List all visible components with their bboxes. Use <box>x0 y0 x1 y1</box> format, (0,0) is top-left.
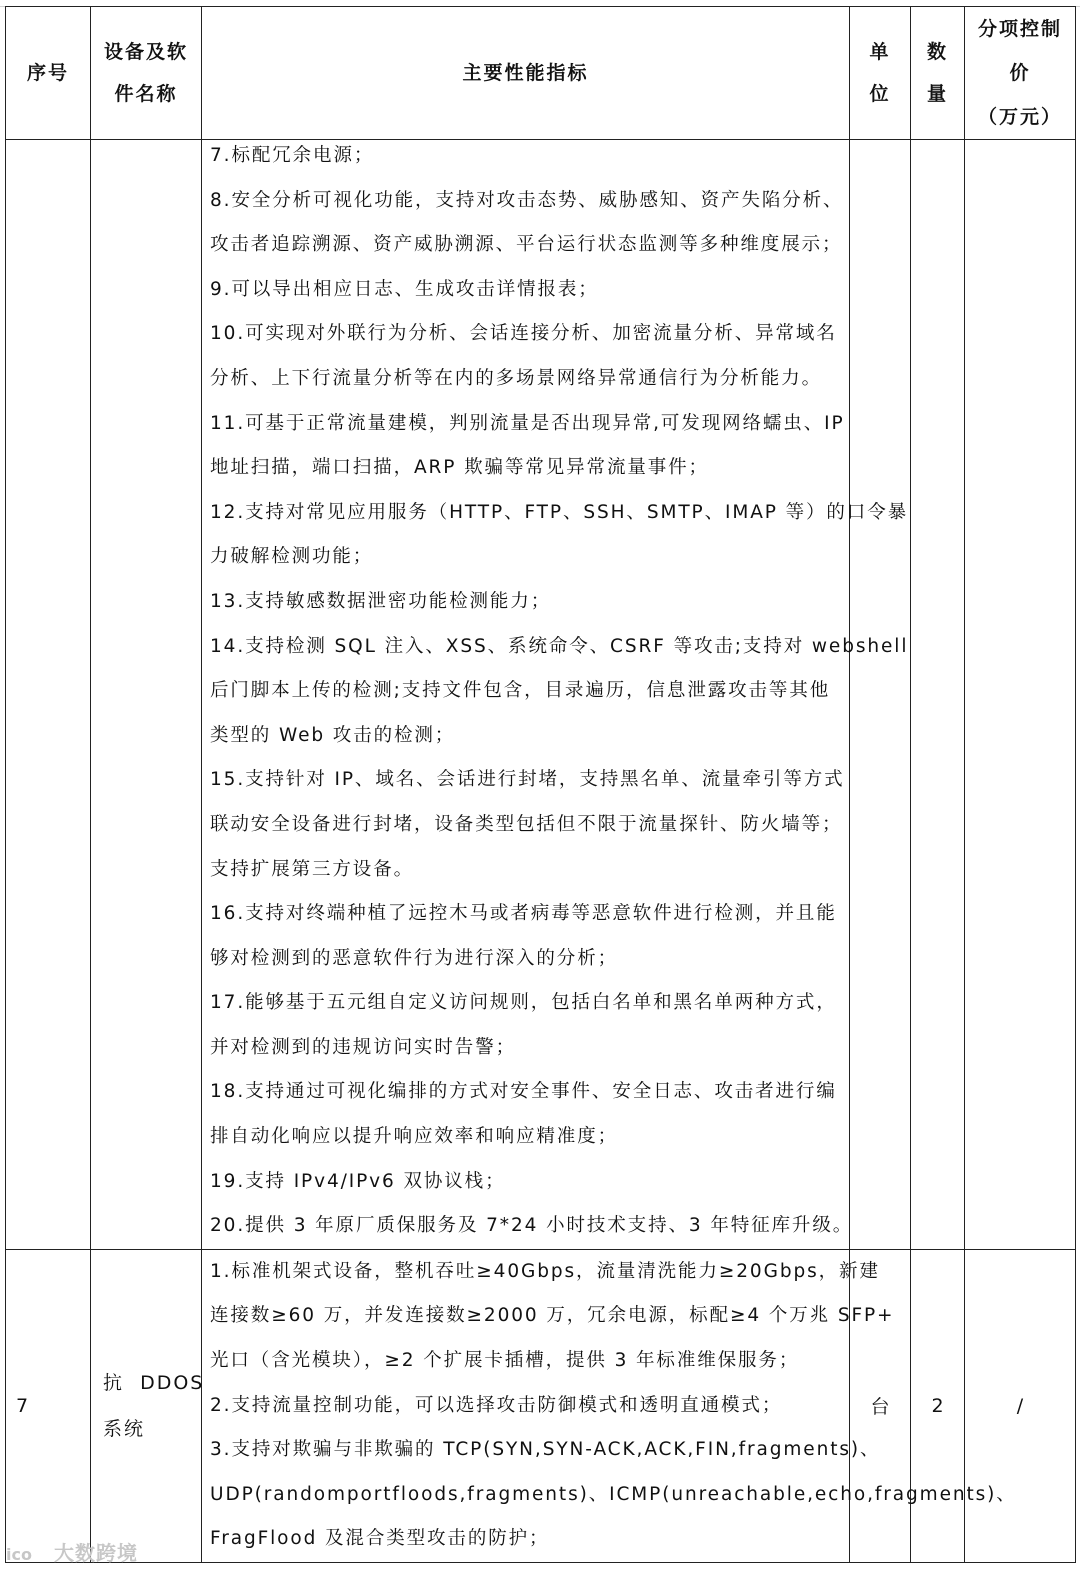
spec-line: 连接数≥60 万，并发连接数≥2000 万，冗余电源，标配≥4 个万兆 SFP+ <box>210 1305 895 1327</box>
spec-line: 排自动化响应以提升响应效率和响应精准度； <box>210 1126 619 1148</box>
row-unit: 台 <box>850 1249 911 1562</box>
table-row <box>6 1249 1076 1562</box>
spec-line: 光口（含光模块），≥2 个扩展卡插槽，提供 3 年标准维保服务； <box>210 1350 800 1372</box>
spec-line: 8.安全分析可视化功能，支持对攻击态势、威胁感知、资产失陷分析、 <box>210 189 844 211</box>
spec-line: 类型的 Web 攻击的检测； <box>210 724 456 746</box>
cell-name-empty <box>91 140 202 1250</box>
header-price: 分项控制 价 （万元） <box>965 7 1076 140</box>
watermark-logo-icon: ico <box>6 1545 32 1564</box>
spec-line: 16.支持对终端种植了远控木马或者病毒等恶意软件进行检测，并且能 <box>210 903 837 925</box>
spec-line: 7.标配冗余电源； <box>210 145 375 166</box>
spec-line: 2.支持流量控制功能，可以选择攻击防御模式和透明直通模式； <box>210 1394 783 1416</box>
spec-line: 14.支持检测 SQL 注入、XSS、系统命令、CSRF 等攻击;支持对 webshell <box>210 635 909 657</box>
spec-line: FragFlood 及混合类型攻击的防护； <box>210 1528 550 1550</box>
watermark-text: 大数跨境 <box>53 1541 138 1565</box>
spec-line: UDP(randomportfloods,fragments)、ICMP(unreachable,echo,fragments)、 <box>210 1483 1017 1505</box>
spec-line: 11.可基于正常流量建模，判别流量是否出现异常,可发现网络蠕虫、IP <box>210 412 845 434</box>
watermark <box>6 1537 138 1566</box>
spec-cell <box>202 1249 1017 1562</box>
spec-line: 地址扫描，端口扫描，ARP 欺骗等常见异常流量事件； <box>210 457 709 479</box>
spec-line: 10.可实现对外联行为分析、会话连接分析、加密流量分析、异常域名 <box>210 323 837 345</box>
row-quantity: 2 <box>911 1249 965 1562</box>
spec-line: 17.能够基于五元组自定义访问规则，包括白名单和黑名单两种方式， <box>210 992 837 1014</box>
spec-line: 9.可以导出相应日志、生成攻击详情报表； <box>210 278 599 300</box>
spec-line: 1.标准机架式设备，整机吞吐≥40Gbps，流量清洗能力≥20Gbps，新建 <box>210 1260 880 1282</box>
device-name: 抗 DDOS 系统 <box>91 1249 202 1562</box>
table-header-row <box>6 7 1076 140</box>
spec-line: 18.支持通过可视化编排的方式对安全事件、安全日志、攻击者进行编 <box>210 1081 837 1103</box>
header-quantity: 数 量 <box>911 7 965 140</box>
cell-unit-empty <box>850 140 911 1250</box>
spec-line: 攻击者追踪溯源、资产威胁溯源、平台运行状态监测等多种维度展示； <box>210 234 843 256</box>
spec-line: 12.支持对常见应用服务（HTTP、FTP、SSH、SMTP、IMAP 等）的口令暴 <box>210 501 909 523</box>
spec-line: 15.支持针对 IP、域名、会话进行封堵，支持黑名单、流量牵引等方式 <box>210 769 845 791</box>
spec-line: 后门脚本上传的检测;支持文件包含，目录遍历，信息泄露攻击等其他 <box>210 680 831 702</box>
spec-line: 并对检测到的违规访问实时告警； <box>210 1036 517 1058</box>
header-device-name: 设备及软 件名称 <box>91 7 202 140</box>
spec-line: 支持扩展第三方设备。 <box>210 858 415 880</box>
table-row <box>6 140 1076 1250</box>
row-price: / <box>965 1249 1076 1562</box>
cell-number-empty <box>6 140 91 1250</box>
header-number: 序号 <box>6 7 91 140</box>
spec-line: 20.提供 3 年原厂质保服务及 7*24 小时技术支持、3 年特征库升级。 <box>210 1215 854 1237</box>
spec-cell <box>202 140 909 1250</box>
spec-line: 分析、上下行流量分析等在内的多场景网络异常通信行为分析能力。 <box>210 367 823 389</box>
header-specifications: 主要性能指标 <box>202 7 850 140</box>
spec-table <box>5 6 1076 1563</box>
cell-qty-empty <box>911 140 965 1250</box>
spec-line: 19.支持 IPv4/IPv6 双协议栈； <box>210 1170 506 1192</box>
header-unit: 单 位 <box>850 7 911 140</box>
spec-line: 13.支持敏感数据泄密功能检测能力； <box>210 590 552 612</box>
spec-line: 力破解检测功能； <box>210 546 374 568</box>
spec-line: 联动安全设备进行封堵，设备类型包括但不限于流量探针、防火墙等； <box>210 813 843 835</box>
row-number: 7 <box>6 1249 91 1562</box>
spec-line: 3.支持对欺骗与非欺骗的 TCP(SYN,SYN-ACK,ACK,FIN,fragments)、 <box>210 1439 881 1461</box>
spec-line: 够对检测到的恶意软件行为进行深入的分析； <box>210 947 619 969</box>
cell-price-empty <box>965 140 1076 1250</box>
